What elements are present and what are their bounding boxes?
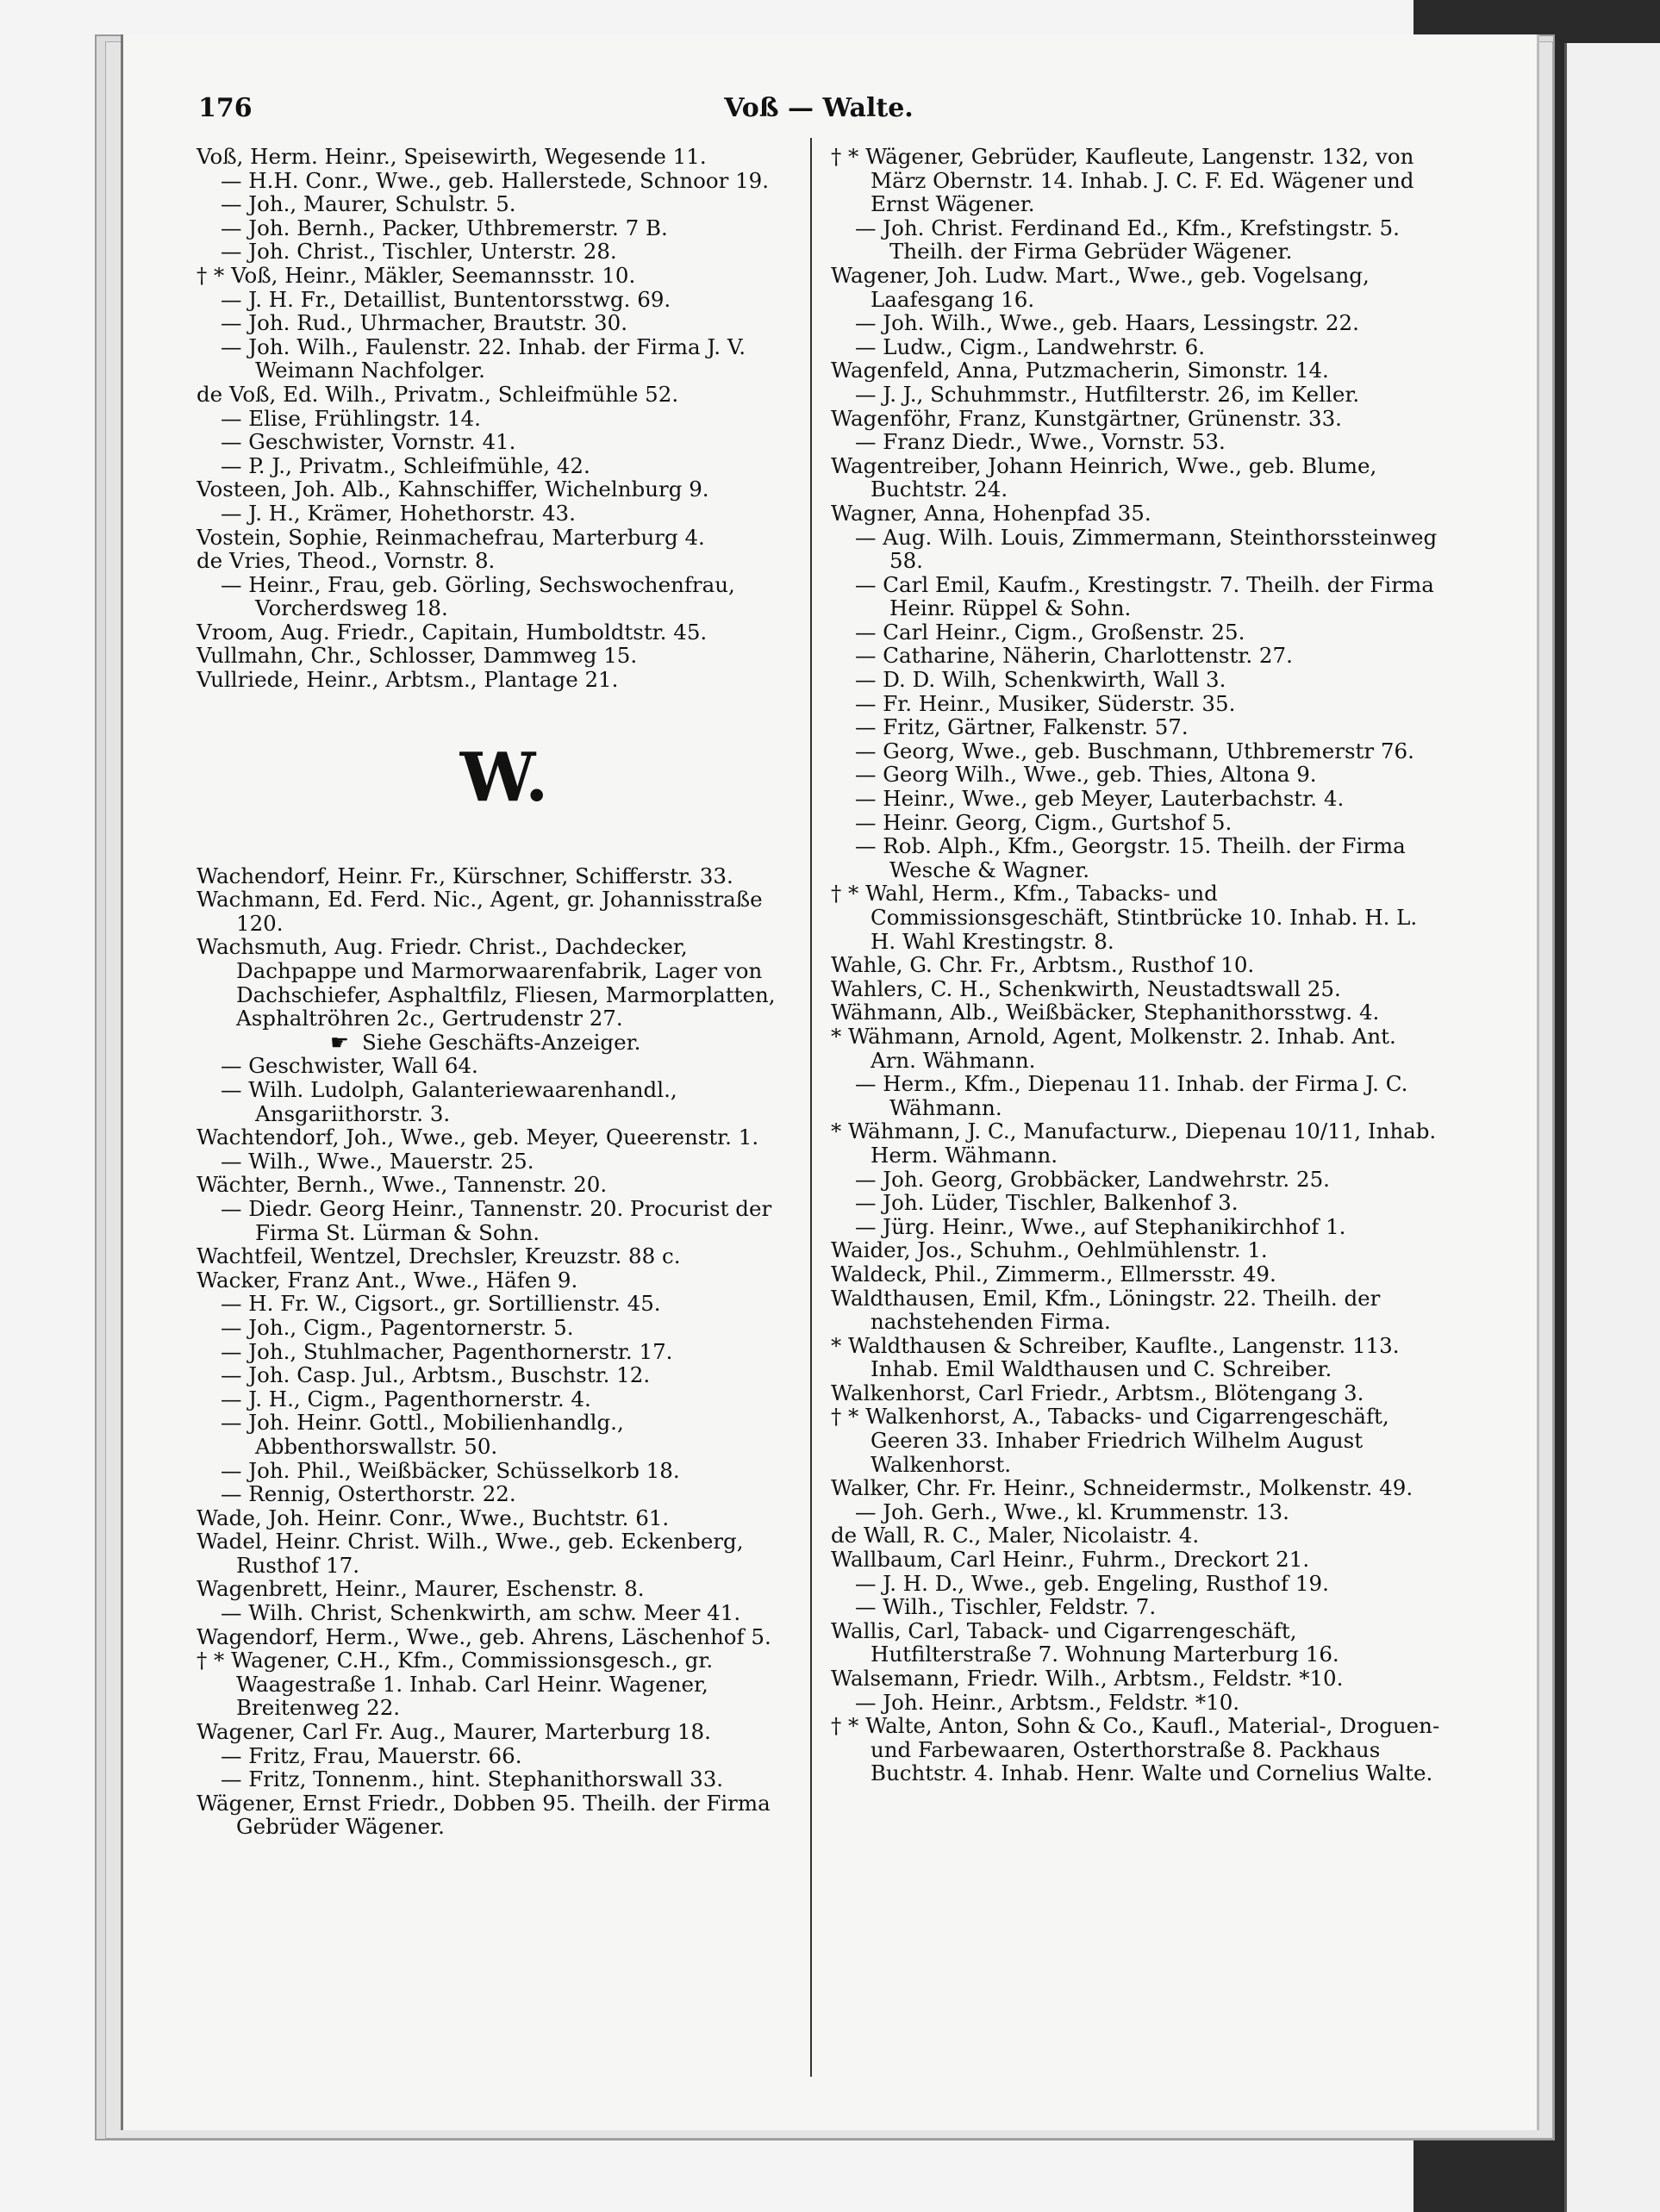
directory-entry: — Geschwister, Wall 64. [221,1053,478,1079]
directory-entry: — Joh. Heinr. Gottl., Mobilienhandlg., Abbenthorswallstr. 50. [221,1410,624,1459]
directory-entry: Wade, Joh. Heinr. Conr., Wwe., Buchtstr. 61. [197,1505,670,1530]
directory-entry: — Franz Diedr., Wwe., Vornstr. 53. [855,429,1226,455]
directory-entry: Wachendorf, Heinr. Fr., Kürschner, Schifferstr. 33. [197,863,733,888]
directory-entry: Waldeck, Phil., Zimmerm., Ellmersstr. 49. [831,1261,1276,1287]
directory-entry: † * Voß, Heinr., Mäkler, Seemannsstr. 10. [197,262,636,288]
directory-entry: Wagner, Anna, Hohenpfad 35. [831,500,1151,526]
page-header [198,93,1439,131]
directory-entry: — Joh. Bernh., Packer, Uthbremerstr. 7 B. [221,215,668,240]
directory-entry: Wagenbrett, Heinr., Maurer, Eschenstr. 8. [197,1576,645,1602]
directory-entry: — Rennig, Osterthorstr. 22. [221,1481,516,1507]
directory-entry: — Joh. Casp. Jul., Arbtsm., Buschstr. 12. [221,1362,651,1388]
directory-entry: Wadel, Heinr. Christ. Wilh., Wwe., geb. Eckenberg, Rusthof 17. [197,1529,744,1578]
directory-entry: — Wilh., Tischler, Feldstr. 7. [855,1594,1157,1620]
directory-entry: — Ludw., Cigm., Landwehrstr. 6. [855,333,1205,359]
directory-entry: — Catharine, Näherin, Charlottenstr. 27. [855,643,1293,669]
directory-entry: — Carl Emil, Kaufm., Krestingstr. 7. Theilh. der Firma Heinr. Rüppel & Sohn. [855,571,1434,621]
section-letter: W. [459,738,549,817]
directory-entry: — Jürg. Heinr., Wwe., auf Stephanikirchhof 1. [855,1213,1346,1239]
directory-entry: — J. H. D., Wwe., geb. Engeling, Rusthof 19. [855,1570,1329,1596]
directory-entry: de Wall, R. C., Maler, Nicolaistr. 4. [831,1523,1200,1548]
directory-entry: de Vries, Theod., Vornstr. 8. [197,548,496,574]
directory-entry: — Heinr. Georg, Cigm., Gurtshof 5. [855,809,1233,835]
directory-entry: — Georg, Wwe., geb. Buschmann, Uthbremerstr 76. [855,738,1414,763]
directory-entry: Wagener, Joh. Ludw. Mart., Wwe., geb. Vogelsang, Laafesgang 16. [831,262,1370,312]
directory-entry: — Joh. Lüder, Tischler, Balkenhof 3. [855,1190,1239,1216]
directory-entry: — Wilh. Ludolph, Galanteriewaarenhandl., Ansgariithorstr. 3. [221,1077,677,1126]
directory-entry: — Elise, Frühlingstr. 14. [221,405,481,431]
directory-entry: — H. Fr. W., Cigsort., gr. Sortillienstr. 45. [221,1291,661,1317]
directory-entry: — Wilh., Wwe., Mauerstr. 25. [221,1148,534,1174]
directory-entry: — Joh. Georg, Grobbäcker, Landwehrstr. 25. [855,1166,1330,1192]
directory-entry: Wachmann, Ed. Ferd. Nic., Agent, gr. Johannisstraße 120. [197,887,763,936]
directory-entry: Vostein, Sophie, Reinmachefrau, Marterburg 4. [197,524,705,550]
directory-entry: * Waldthausen & Schreiber, Kauflte., Langenstr. 113. Inhab. Emil Waldthausen und C. Schreiber. [831,1332,1400,1382]
directory-entry: — Rob. Alph., Kfm., Georgstr. 15. Theilh. der Firma Wesche & Wagner. [855,833,1406,882]
directory-entry: Wachtendorf, Joh., Wwe., geb. Meyer, Queerenstr. 1. [197,1125,759,1150]
directory-entry: — Wilh. Christ, Schenkwirth, am schw. Meer 41. [221,1600,741,1626]
right-column [831,145,1448,1785]
directory-entry: Wachtfeil, Wentzel, Drechsler, Kreuzstr. 88 c. [197,1243,681,1269]
directory-entry: Vroom, Aug. Friedr., Capitain, Humboldtstr. 45. [197,619,708,645]
directory-entry: Walsemann, Friedr. Wilh., Arbtsm., Feldstr. *10. [831,1666,1344,1691]
directory-entry: Walker, Chr. Fr. Heinr., Schneidermstr., Molkenstr. 49. [831,1475,1413,1501]
directory-entry: Wagener, Carl Fr. Aug., Maurer, Marterburg 18. [197,1719,711,1745]
directory-entry: Wacker, Franz Ant., Wwe., Häfen 9. [197,1267,578,1293]
directory-entry: Wächter, Bernh., Wwe., Tannenstr. 20. [197,1172,608,1198]
directory-entry: † * Wahl, Herm., Kfm., Tabacks- und Commissionsgeschäft, Stintbrücke 10. Inhab. H. L. H. Wahl Krestingstr. 8. [831,881,1418,954]
directory-entry: Wagenföhr, Franz, Kunstgärtner, Grünenstr. 33. [831,405,1342,431]
directory-entry: — J. H., Cigm., Pagenthornerstr. 4. [221,1386,591,1411]
directory-entry: — Carl Heinr., Cigm., Großenstr. 25. [855,619,1245,645]
directory-entry: † * Walte, Anton, Sohn & Co., Kaufl., Material-, Droguen- und Farbewaaren, Osterthorstraße 8. Packhaus Buchtstr. 4. Inhab. Henr. Walte und Cornelius Walte. [831,1713,1440,1786]
directory-entry: — Joh. Gerh., Wwe., kl. Krummenstr. 13. [855,1499,1289,1524]
directory-entry: — Fritz, Frau, Mauerstr. 66. [221,1742,522,1768]
directory-entry: Wahlers, C. H., Schenkwirth, Neustadtswall 25. [831,975,1341,1001]
directory-entry: Wagentreiber, Johann Heinrich, Wwe., geb. Blume, Buchtstr. 24. [831,452,1377,502]
directory-entry: — Joh. Phil., Weißbäcker, Schüsselkorb 18. [221,1457,680,1483]
directory-entry: Wachsmuth, Aug. Friedr. Christ., Dachdecker, Dachpappe und Marmorwaarenfabrik, Lager von Dachschiefer, Asphaltfilz, Fliesen, Marmorplatten, Asphaltröhren 2c., Gertrudenstr 27. [197,934,776,1031]
directory-entry: — Joh. Wilh., Wwe., geb. Haars, Lessingstr. 22. [855,310,1359,336]
page-number: 176 [198,93,253,123]
directory-entry: Voß, Herm. Heinr., Speisewirth, Wegesende 11. [197,144,707,169]
directory-entry: † * Wagener, C.H., Kfm., Commissionsgesch., gr. Waagestraße 1. Inhab. Carl Heinr. Wagener, Breitenweg 22. [197,1648,714,1721]
directory-entry: — J. H. Fr., Detaillist, Buntentorsstwg. 69. [221,286,671,312]
next-page-edge [1564,43,1660,2212]
directory-entry: — D. D. Wilh, Schenkwirth, Wall 3. [855,667,1226,693]
directory-entry: Wallbaum, Carl Heinr., Fuhrm., Dreckort 21. [831,1547,1310,1573]
directory-entry: Vosteen, Joh. Alb., Kahnschiffer, Wichelnburg 9. [197,477,709,502]
directory-entry: — Joh., Maurer, Schulstr. 5. [221,191,516,217]
directory-entry: de Voß, Ed. Wilh., Privatm., Schleifmühle 52. [197,381,679,407]
directory-entry: — Georg Wilh., Wwe., geb. Thies, Altona 9. [855,762,1317,788]
directory-entry: — Aug. Wilh. Louis, Zimmermann, Steinthorssteinweg 58. [855,524,1438,574]
cross-reference-note [197,1031,812,1055]
directory-entry: Wähmann, Alb., Weißbäcker, Stephanithorsstwg. 4. [831,1000,1380,1025]
directory-entry: Wallis, Carl, Taback- und Cigarrengeschäft, Hutfilterstraße 7. Wohnung Marterburg 16. [831,1617,1339,1667]
directory-entry: Wagenfeld, Anna, Putzmacherin, Simonstr. 14. [831,358,1329,383]
pointing-hand-icon: ☛ [330,1029,349,1055]
note-text: Siehe Geschäfts-Anzeiger. [362,1029,641,1055]
directory-entry: — Joh. Heinr., Arbtsm., Feldstr. *10. [855,1689,1240,1715]
directory-entry: Vullmahn, Chr., Schlosser, Dammweg 15. [197,643,638,669]
directory-entry: — Joh. Rud., Uhrmacher, Brautstr. 30. [221,310,627,336]
directory-entry: — Joh. Christ. Ferdinand Ed., Kfm., Krefstingstr. 5. Theilh. der Firma Gebrüder Wägener. [855,215,1400,265]
running-title: Voß — Walte. [724,93,914,123]
directory-entry: — Heinr., Wwe., geb Meyer, Lauterbachstr. 4. [855,786,1345,812]
directory-entry: — J. H., Krämer, Hohethorstr. 43. [221,500,576,526]
directory-entry: — Fr. Heinr., Musiker, Süderstr. 35. [855,690,1236,716]
directory-entry: — Joh. Wilh., Faulenstr. 22. Inhab. der Firma J. V. Weimann Nachfolger. [221,333,746,383]
directory-entry: Waldthausen, Emil, Kfm., Löningstr. 22. Theilh. der nachstehenden Firma. [831,1285,1381,1335]
directory-entry: Vullriede, Heinr., Arbtsm., Plantage 21. [197,667,619,693]
directory-entry: * Wähmann, J. C., Manufacturw., Diepenau 10/11, Inhab. Herm. Wähmann. [831,1118,1437,1168]
directory-entry: — Herm., Kfm., Diepenau 11. Inhab. der Firma J. C. Wähmann. [855,1071,1408,1120]
directory-entry: — Fritz, Tonnenm., hint. Stephanithorswall 33. [221,1766,724,1792]
directory-entry: † * Walkenhorst, A., Tabacks- und Cigarrengeschäft, Geeren 33. Inhaber Friedrich Wilhelm August Walkenhorst. [831,1404,1389,1477]
left-column [197,145,812,1839]
directory-entry: — Joh., Cigm., Pagentornerstr. 5. [221,1314,574,1340]
directory-entry: Wägener, Ernst Friedr., Dobben 95. Theilh. der Firma Gebrüder Wägener. [197,1790,771,1840]
directory-entry: — H.H. Conr., Wwe., geb. Hallerstede, Schnoor 19. [221,167,770,193]
directory-entry: — Joh., Stuhlmacher, Pagenthornerstr. 17. [221,1338,673,1364]
directory-entry: — J. J., Schuhmmstr., Hutfilterstr. 26, im Keller. [855,381,1360,407]
directory-entry: — Fritz, Gärtner, Falkenstr. 57. [855,714,1189,740]
directory-entry: — Diedr. Georg Heinr., Tannenstr. 20. Procurist der Firma St. Lürman & Sohn. [221,1195,772,1245]
directory-entry: — Joh. Christ., Tischler, Unterstr. 28. [221,239,617,265]
directory-entry: † * Wägener, Gebrüder, Kaufleute, Langenstr. 132, von März Obernstr. 14. Inhab. J. C. F. Ed. Wägener und Ernst Wägener. [831,144,1414,217]
directory-entry: * Wähmann, Arnold, Agent, Molkenstr. 2. Inhab. Ant. Arn. Wähmann. [831,1023,1396,1073]
directory-entry: — Geschwister, Vornstr. 41. [221,429,516,455]
directory-entry: Walkenhorst, Carl Friedr., Arbtsm., Blötengang 3. [831,1380,1364,1405]
directory-entry: — Heinr., Frau, geb. Görling, Sechswochenfrau, Vorcherdsweg 18. [221,571,735,621]
directory-entry: Wahle, G. Chr. Fr., Arbtsm., Rusthof 10. [831,952,1255,978]
directory-entry: Wagendorf, Herm., Wwe., geb. Ahrens, Läschenhof 5. [197,1623,771,1649]
directory-entry: — P. J., Privatm., Schleifmühle, 42. [221,452,590,478]
directory-entry: Waider, Jos., Schuhm., Oehlmühlenstr. 1. [831,1237,1268,1263]
